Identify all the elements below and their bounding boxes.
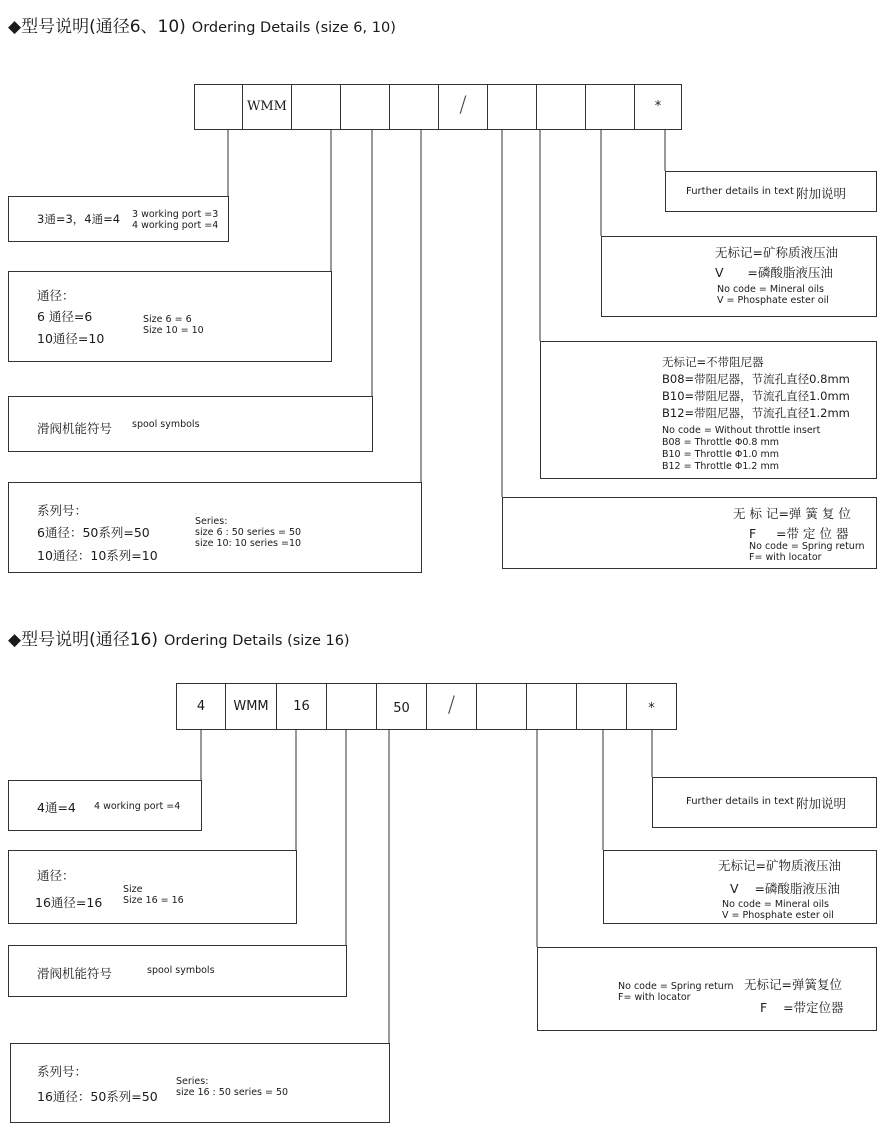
s1-series-cn1: 系列号： <box>37 503 88 518</box>
s2-size-en2: Size 16 = 16 <box>123 895 184 906</box>
s2-spool-en: spool symbols <box>147 965 215 976</box>
s2-spring-l1: 无标记=弹簧复位 <box>744 977 842 992</box>
s1-oil-l3: No code = Mineral oils <box>717 284 824 295</box>
s2-cell-7 <box>526 683 577 730</box>
s2-cell-9-text: * <box>648 701 655 716</box>
s2-series-en2: size 16 : 50 series = 50 <box>176 1087 289 1098</box>
s2-spool-cn: 滑阀机能符号 <box>37 966 113 981</box>
s2-series-en1: Series: <box>176 1076 209 1087</box>
s2-cell-1 <box>225 683 277 730</box>
s2-oil-l3: No code = Mineral oils <box>722 899 829 910</box>
s2-cell-5-slash: / <box>447 693 456 718</box>
s2-ports-en: 4 working port =4 <box>94 801 181 812</box>
s1-further-en: Further details in text <box>686 186 794 197</box>
s1-size-box <box>8 271 332 362</box>
section1-title-cn: ◆型号说明(通径6、10) <box>8 17 186 37</box>
s2-cell-4-text: 50 <box>393 701 410 716</box>
s1-spring-l4: F= with locator <box>749 552 822 563</box>
s1-size-en2: Size 10 = 10 <box>143 325 204 336</box>
s1-size-cn3: 10通径=10 <box>37 331 105 346</box>
s1-cell-9-text: * <box>654 99 662 114</box>
s2-spring-box <box>537 947 877 1031</box>
s2-cell-2-text: 16 <box>293 699 310 714</box>
s2-size-cn1: 通径： <box>37 868 75 883</box>
s1-throttle-l3: B10=带阻尼器，节流孔直径1.0mm <box>662 389 850 403</box>
section2-title <box>8 625 350 650</box>
s1-throttle-l8: B12 = Throttle Φ1.2 mm <box>662 461 780 472</box>
s1-throttle-l6: B08 = Throttle Φ0.8 mm <box>662 437 780 448</box>
s1-spool-box <box>8 396 373 452</box>
s1-spring-l1: 无 标 记=弹 簧 复 位 <box>733 506 851 521</box>
s1-throttle-l2: B08=带阻尼器，节流孔直径0.8mm <box>662 372 850 386</box>
s1-size-en1: Size 6 = 6 <box>143 314 192 325</box>
s1-ports-en1: 3 working port =3 <box>132 209 219 220</box>
s2-series-cn1: 系列号： <box>37 1064 88 1079</box>
s1-cell-5-slash: / <box>459 93 467 118</box>
s1-cell-3 <box>340 84 390 130</box>
s1-size-cn2: 6 通径=6 <box>37 309 93 324</box>
s2-cell-3 <box>326 683 377 730</box>
s1-cell-1-text: WMM <box>247 99 287 114</box>
s1-further-cn: 附加说明 <box>796 186 847 201</box>
s2-spring-l2: F =带定位器 <box>760 1000 844 1015</box>
s1-throttle-l5: No code = Without throttle insert <box>662 425 821 436</box>
s1-spring-box <box>502 497 877 569</box>
s1-oil-l1: 无标记=矿称质液压油 <box>715 245 838 260</box>
s1-cell-2 <box>291 84 341 130</box>
s2-oil-box <box>603 850 877 924</box>
s2-series-box <box>10 1043 390 1123</box>
s1-spool-en: spool symbols <box>132 419 200 430</box>
s2-further-en: Further details in text <box>686 796 794 807</box>
s1-cell-0 <box>194 84 243 130</box>
s1-cell-8 <box>585 84 635 130</box>
s2-ports-cn: 4通=4 <box>37 800 76 815</box>
s1-series-box <box>8 482 422 573</box>
s2-cell-4 <box>376 683 427 730</box>
s1-ports-box <box>8 196 229 242</box>
s1-size-cn1: 通径： <box>37 288 75 303</box>
s1-throttle-box <box>540 341 877 479</box>
s1-series-cn3: 10通径：10系列=10 <box>37 548 158 563</box>
s2-cell-1-text: WMM <box>233 699 269 714</box>
s2-cell-6 <box>476 683 527 730</box>
s2-size-box <box>8 850 297 924</box>
s2-cell-9 <box>626 683 677 730</box>
s1-series-cn2: 6通径：50系列=50 <box>37 525 150 540</box>
s2-size-en1: Size <box>123 884 143 895</box>
s1-further-box <box>665 171 877 212</box>
s2-oil-l4: V = Phosphate ester oil <box>722 910 834 921</box>
s1-oil-box <box>601 236 877 317</box>
s2-size-cn2: 16通径=16 <box>35 895 103 910</box>
s1-series-en3: size 10: 10 series =10 <box>195 538 302 549</box>
s2-spool-box <box>8 945 347 997</box>
s1-throttle-l4: B12=带阻尼器，节流孔直径1.2mm <box>662 406 850 420</box>
s1-spool-cn: 滑阀机能符号 <box>37 421 113 436</box>
s1-cell-9 <box>634 84 682 130</box>
s1-spring-l2: F =带 定 位 器 <box>749 526 849 541</box>
s1-series-en2: size 6 : 50 series = 50 <box>195 527 302 538</box>
s2-cell-0-text: 4 <box>196 699 206 714</box>
s2-series-cn2: 16通径：50系列=50 <box>37 1089 158 1104</box>
s1-cell-1 <box>242 84 292 130</box>
s1-cell-7 <box>536 84 586 130</box>
s2-cell-2 <box>276 683 327 730</box>
s2-further-cn: 附加说明 <box>796 796 847 811</box>
s1-cell-4 <box>389 84 439 130</box>
s1-ports-en2: 4 working port =4 <box>132 220 219 231</box>
s1-series-en1: Series: <box>195 516 228 527</box>
s1-oil-l2: V =磷酸脂液压油 <box>715 265 833 280</box>
s1-spring-l3: No code = Spring return <box>749 541 865 552</box>
s1-oil-l4: V = Phosphate ester oil <box>717 295 829 306</box>
section1-title-en: Ordering Details (size 6, 10) <box>191 20 396 36</box>
s2-cell-8 <box>576 683 627 730</box>
s2-spring-en2: F= with locator <box>618 992 691 1003</box>
section2-title-cn: ◆型号说明(通径16) <box>8 630 158 650</box>
s1-throttle-l7: B10 = Throttle Φ1.0 mm <box>662 449 780 460</box>
s2-spring-en1: No code = Spring return <box>618 981 734 992</box>
s2-ports-box <box>8 780 202 831</box>
s2-cell-5 <box>426 683 477 730</box>
s1-cell-6 <box>487 84 537 130</box>
s2-oil-l2: V =磷酸脂液压油 <box>730 881 840 896</box>
s1-ports-cn: 3通=3，4通=4 <box>37 212 121 226</box>
s2-further-box <box>652 777 877 828</box>
s2-cell-0 <box>176 683 226 730</box>
s2-oil-l1: 无标记=矿物质液压油 <box>718 858 841 873</box>
s1-throttle-l1: 无标记=不带阻尼器 <box>662 355 764 369</box>
s1-cell-5 <box>438 84 488 130</box>
section2-title-en: Ordering Details (size 16) <box>163 633 350 649</box>
